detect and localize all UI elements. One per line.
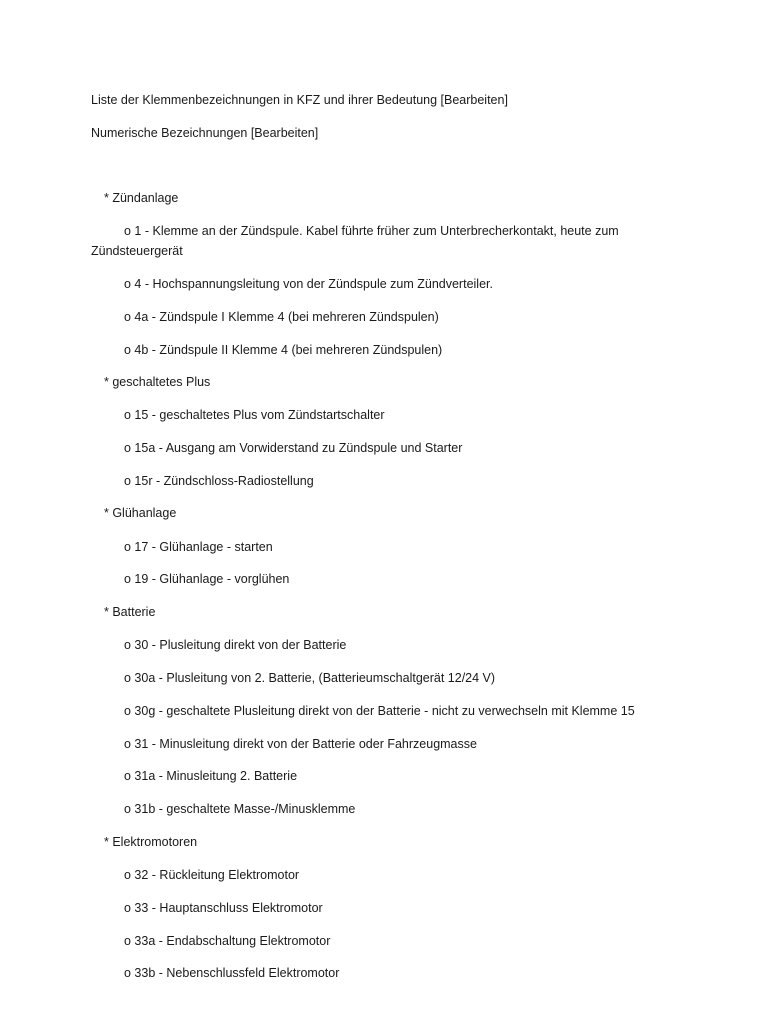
list-item: o 19 - Glühanlage - vorglühen: [124, 572, 290, 586]
list-item: o 17 - Glühanlage - starten: [124, 540, 273, 554]
document-subtitle: Numerische Bezeichnungen [Bearbeiten]: [91, 126, 319, 140]
list-item: o 33a - Endabschaltung Elektromotor: [124, 934, 331, 948]
list-item: o 4a - Zündspule I Klemme 4 (bei mehreren Zündspulen): [124, 310, 439, 324]
document-title: Liste der Klemmenbezeichnungen in KFZ und ihrer Bedeutung [Bearbeiten]: [91, 93, 508, 107]
list-item: o 1 - Klemme an der Zündspule. Kabel führte früher zum Unterbrecherkontakt, heute zum: [124, 224, 619, 238]
list-item-continuation: Zündsteuergerät: [91, 244, 183, 258]
list-item: o 32 - Rückleitung Elektromotor: [124, 868, 300, 882]
list-item: o 30g - geschaltete Plusleitung direkt von der Batterie - nicht zu verwechseln mit Klemme 15: [124, 704, 635, 718]
list-item: o 31a - Minusleitung 2. Batterie: [124, 769, 298, 783]
list-item: o 31b - geschaltete Masse-/Minusklemme: [124, 802, 356, 816]
list-item: o 15a - Ausgang am Vorwiderstand zu Zündspule und Starter: [124, 441, 463, 455]
section-heading-elektromotoren: * Elektromotoren: [104, 835, 198, 849]
section-heading-gluehanlage: * Glühanlage: [104, 506, 177, 520]
section-heading-geschaltetes-plus: * geschaltetes Plus: [104, 375, 211, 389]
list-item: o 33 - Hauptanschluss Elektromotor: [124, 901, 323, 915]
list-item: o 33b - Nebenschlussfeld Elektromotor: [124, 966, 340, 980]
section-heading-zuendanlage: * Zündanlage: [104, 191, 179, 205]
list-item: o 30 - Plusleitung direkt von der Batterie: [124, 638, 347, 652]
list-item: o 31 - Minusleitung direkt von der Batterie oder Fahrzeugmasse: [124, 737, 477, 751]
list-item: o 4 - Hochspannungsleitung von der Zündspule zum Zündverteiler.: [124, 277, 493, 291]
list-item: o 15 - geschaltetes Plus vom Zündstartschalter: [124, 408, 385, 422]
list-item: o 15r - Zündschloss-Radiostellung: [124, 474, 314, 488]
section-heading-batterie: * Batterie: [104, 605, 156, 619]
list-item: o 4b - Zündspule II Klemme 4 (bei mehreren Zündspulen): [124, 343, 443, 357]
list-item: o 30a - Plusleitung von 2. Batterie, (Batterieumschaltgerät 12/24 V): [124, 671, 496, 685]
